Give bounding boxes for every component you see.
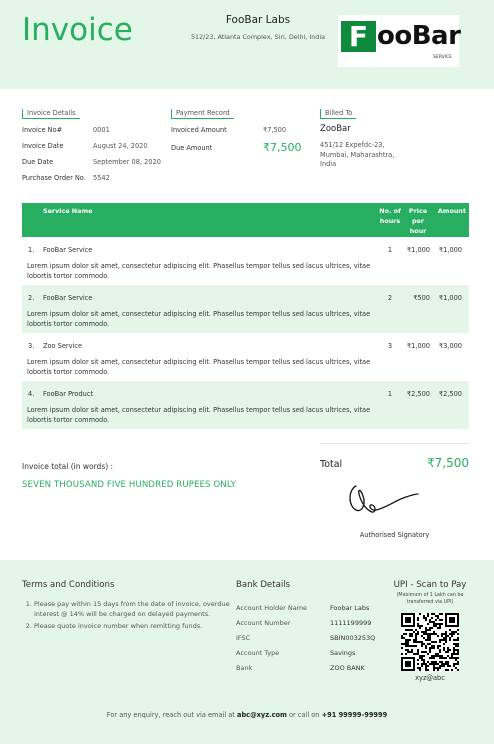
header-amount: Amount [437, 207, 466, 215]
row-service: FooBar Product [43, 390, 94, 398]
total-label: Total [320, 459, 343, 470]
invoiced-amount-label: Invoiced Amount [171, 126, 227, 134]
enquiry-email[interactable]: abc@xyz.com [237, 711, 287, 719]
row-hours: 1 [387, 390, 393, 398]
row-number: 1. [28, 246, 35, 254]
bank-label: Account Holder Name [236, 604, 308, 612]
foobar-logo [338, 15, 459, 67]
bank-value: ZOO BANK [330, 664, 365, 672]
bank-value: 1111199999 [330, 619, 372, 627]
enquiry-line [0, 711, 494, 719]
table-row [22, 333, 469, 381]
bank-row [236, 649, 386, 657]
table-header [22, 203, 469, 237]
upi-subtitle: (Maximum of 1 Lakh can be transferred via UPI) [396, 593, 464, 605]
logo-subtitle: SERVICE [433, 55, 452, 60]
terms-item: 1. Please pay within 15 days from the date of invoice, overdue interest @ 14% will be charged on delayed payments. [34, 600, 232, 619]
total-words-label: Invoice total (in words) : [22, 462, 114, 471]
header-price: Price per hour [408, 207, 428, 235]
billed-name: ZooBar [320, 124, 351, 134]
bank-label: Account Type [236, 649, 280, 657]
row-number: 3. [28, 342, 35, 350]
row-number: 2. [28, 294, 35, 302]
page-title: Invoice [22, 12, 133, 48]
row-description: Lorem ipsum dolor sit amet, consectetur adipiscing elit. Phasellus tempor tellus sed lacus ultrices, vitae lobortis tortor commodo. [27, 310, 371, 328]
bank-value: SBIN003253Q [330, 634, 376, 642]
bank-value: Savings [330, 649, 356, 657]
signature-image [346, 480, 422, 520]
table-row [22, 237, 469, 285]
due-amount-value: ₹7,500 [263, 141, 302, 154]
invoice-no-label: Invoice No# [22, 126, 63, 134]
bank-label: Account Number [236, 619, 291, 627]
header-hours: No. of hours [379, 207, 401, 225]
row-description: Lorem ipsum dolor sit amet, consectetur adipiscing elit. Phasellus tempor tellus sed lacus ultrices, vitae lobortis tortor commodo. [27, 406, 371, 424]
table-row [22, 381, 469, 429]
row-description: Lorem ipsum dolor sit amet, consectetur adipiscing elit. Phasellus tempor tellus sed lacus ultrices, vitae lobortis tortor commodo. [27, 358, 371, 376]
invoice-no-value: 0001 [93, 126, 110, 134]
upi-id: xyz@abc [415, 674, 445, 682]
invoice-date-label: Invoice Date [22, 142, 64, 150]
invoiced-amount-value: ₹7,500 [263, 126, 287, 134]
company-address: 512/23, Atlanta Complex, Siri, Delhi, India [190, 33, 326, 41]
terms-title: Terms and Conditions [22, 580, 115, 590]
row-price: ₹2,500 [406, 390, 430, 398]
bank-row [236, 619, 386, 627]
total-value: ₹7,500 [427, 456, 469, 470]
row-price: ₹1,000 [406, 342, 430, 350]
table-row [22, 285, 469, 333]
bank-row [236, 664, 386, 672]
services-table [22, 203, 469, 429]
row-amount: ₹3,000 [438, 342, 462, 350]
po-label: Purchase Order No. [22, 174, 86, 182]
row-hours: 2 [387, 294, 393, 302]
bank-label: Bank [236, 664, 253, 672]
logo-text: ooBar [377, 21, 461, 51]
total-in-words: SEVEN THOUSAND FIVE HUNDRED RUPEES ONLY [22, 480, 236, 490]
bank-value: Foobar Labs [330, 604, 370, 612]
row-price: ₹500 [413, 294, 430, 302]
row-number: 4. [28, 390, 35, 398]
bank-label: IFSC [236, 634, 251, 642]
bank-row [236, 634, 386, 642]
due-date-value: September 08, 2020 [93, 158, 161, 166]
header-service: Service Name [43, 207, 93, 215]
row-service: FooBar Service [43, 246, 93, 254]
row-amount: ₹1,000 [438, 294, 462, 302]
enquiry-phone[interactable]: +91 99999-99999 [321, 711, 388, 719]
row-service: Zoo Service [43, 342, 83, 350]
qr-code-image [401, 613, 459, 671]
row-hours: 3 [387, 342, 393, 350]
row-hours: 1 [387, 246, 393, 254]
invoice-header [0, 0, 494, 89]
row-description: Lorem ipsum dolor sit amet, consectetur adipiscing elit. Phasellus tempor tellus sed lacus ultrices, vitae lobortis tortor commodo. [27, 262, 371, 280]
enquiry-mid: or call on [288, 711, 320, 719]
po-value: 5542 [93, 174, 110, 182]
terms-list [22, 600, 232, 635]
company-info [184, 14, 332, 41]
invoice-details-title: Invoice Details [22, 109, 80, 119]
billed-address: 451/12 Expefdc-23, Mumbai, Maharashtra, India [320, 141, 395, 168]
row-amount: ₹2,500 [438, 390, 462, 398]
row-amount: ₹1,000 [438, 246, 462, 254]
row-price: ₹1,000 [406, 246, 430, 254]
invoice-footer [0, 560, 494, 744]
due-amount-label: Due Amount [171, 144, 213, 152]
bank-details-title: Bank Details [236, 580, 291, 590]
terms-item: 2. Please quote invoice number when remitting funds. [34, 622, 232, 632]
company-name: FooBar Labs [225, 14, 291, 26]
row-service: FooBar Service [43, 294, 93, 302]
upi-title: UPI - Scan to Pay [393, 580, 467, 590]
billed-to-title: Billed To [320, 109, 356, 119]
total-divider [320, 443, 469, 444]
enquiry-prefix: For any enquiry, reach out via email at [106, 711, 235, 719]
logo-mark: F [341, 21, 376, 52]
payment-record-title: Payment Record [171, 109, 234, 119]
due-date-label: Due Date [22, 158, 54, 166]
bank-row [236, 604, 386, 612]
signature-label: Authorised Signatory [359, 531, 430, 539]
invoice-date-value: August 24, 2020 [93, 142, 148, 150]
